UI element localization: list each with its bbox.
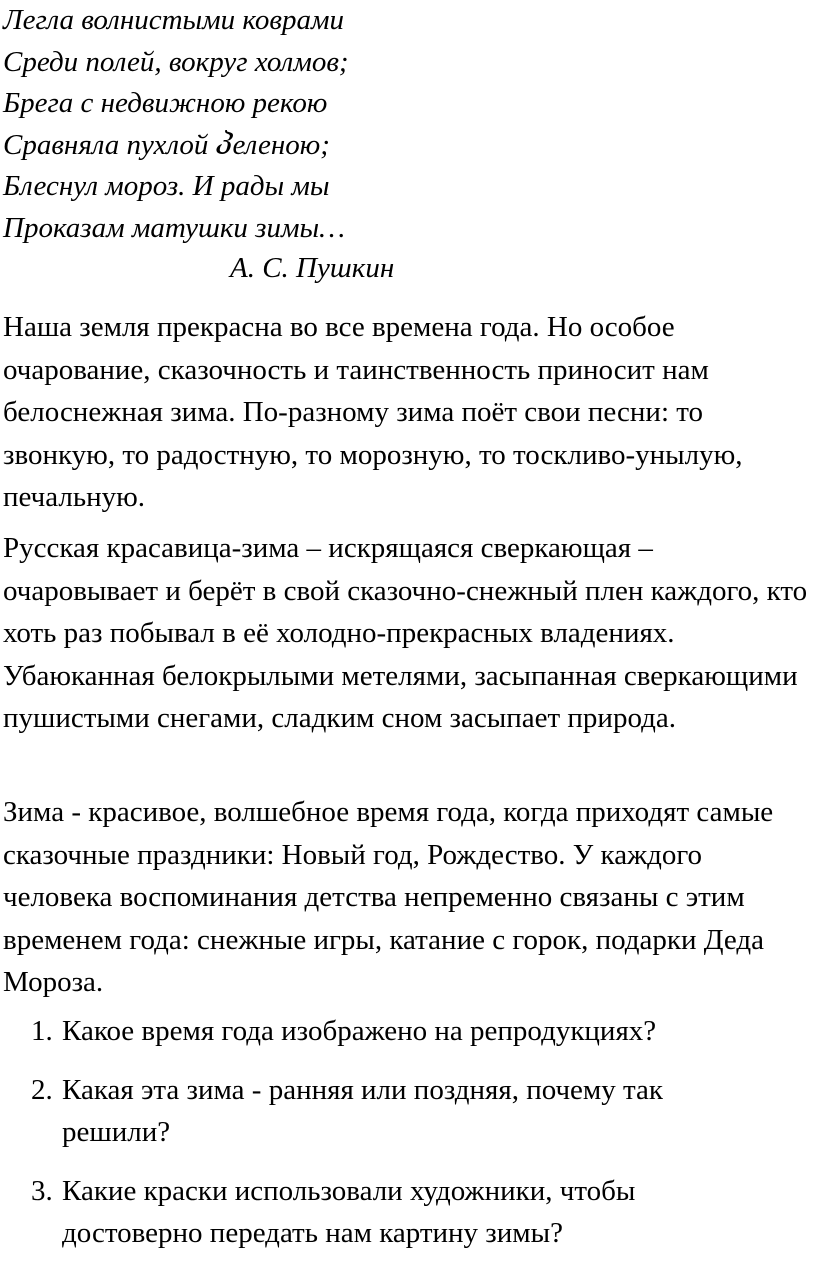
question-number: 2.	[31, 1073, 53, 1106]
poem-author: А. С. Пушкин	[230, 252, 395, 284]
paragraph-intro: Наша земля прекрасна во все времена года. Но особое очарование, сказочность и таинственность приносит нам белоснежная зима. По-разному зима поёт свои песни: то звонкую, то радостную, то морозную, то тоскливо-унылую, печальную.	[3, 311, 743, 513]
poem-line: Среди полей, вокруг холмов;	[3, 45, 349, 78]
poem-line: Сравняла пухлой პеленою;	[3, 128, 330, 161]
poem-line: Блеснул мороз. И рады мы	[3, 170, 330, 202]
poem-line: Брега с недвижною рекою	[3, 87, 328, 119]
question-text: Какие краски использовали художники, чтобы достоверно передать нам картину зимы?	[62, 1174, 636, 1249]
poem-line: Проказам матушки зимы…	[3, 211, 345, 244]
question-item	[0, 1170, 752, 1255]
paragraph-winter-beauty: Русская красавица-зима – искрящаяся сверкающая – очаровывает и берёт в свой сказочно-снежный плен каждого, кто хоть раз побывал в её холодно-прекрасных владениях. Убаюканная белокрылыми метелями, засыпанная сверкающими пушистыми снегами, сладким сном засыпает природа.	[3, 532, 808, 734]
questions-list	[0, 1010, 816, 1271]
poem-line: Легла волнистыми коврами	[3, 4, 344, 36]
question-text: Какая эта зима - ранняя или поздняя, почему так решили?	[62, 1073, 664, 1148]
question-text: Какое время года изображено на репродукциях?	[62, 1015, 657, 1047]
question-number: 1.	[31, 1015, 53, 1047]
question-number: 3.	[31, 1174, 53, 1207]
question-item	[0, 1010, 752, 1053]
question-item	[0, 1069, 752, 1154]
poem-epigraph	[3, 0, 803, 249]
paragraph-holidays: Зима - красивое, волшебное время года, когда приходят самые сказочные праздники: Новый год, Рождество. У каждого человека воспоминания детства непременно связаны с этим временем года: снежные игры, катание с горок, подарки Деда Мороза.	[3, 796, 774, 998]
